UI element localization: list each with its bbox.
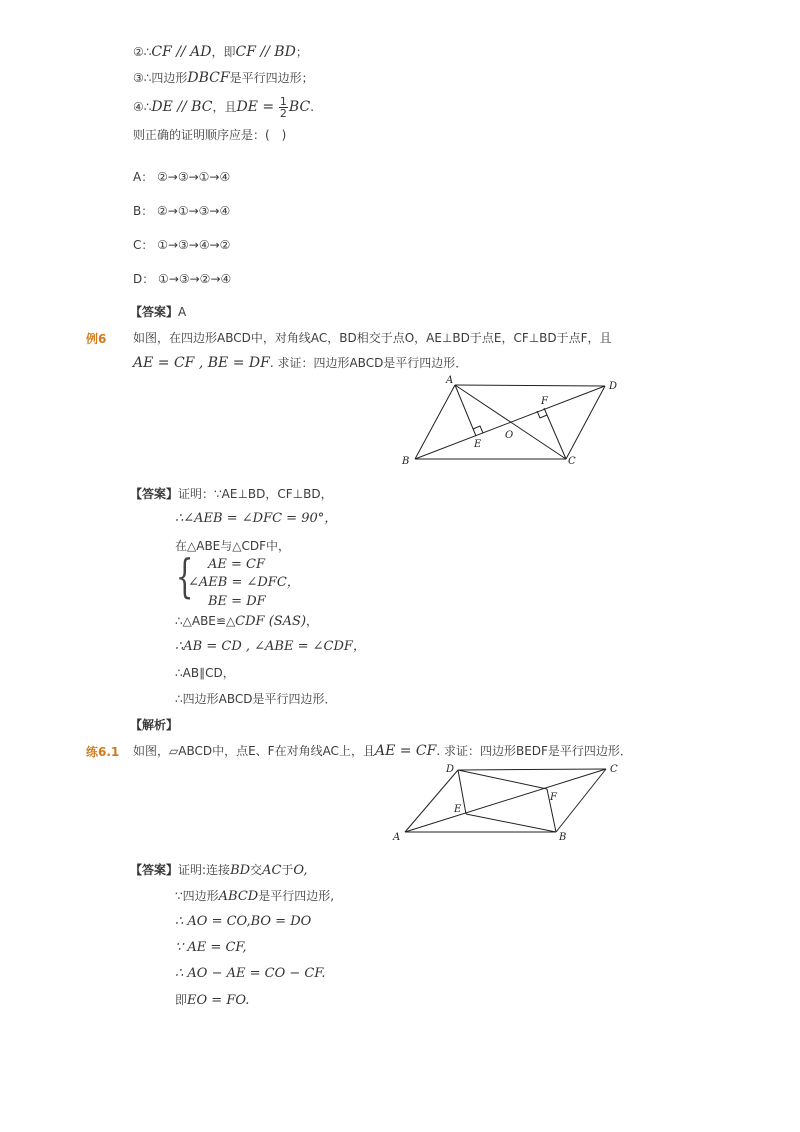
option-d[interactable]: D： ①→③→②→④ [133,272,232,286]
seg-ab [415,385,455,459]
example-6-line1: 如图，在四边形ABCD中，对角线AC，BD相交于点O，AE⊥BD于点E，CF⊥BD于点F，且 [133,331,612,345]
step-2: ②∴CF // AD，即CF // BD； [133,44,308,60]
proof6-line2: ∴∠AEB = ∠DFC = 90°， [175,511,338,526]
seg-ac [405,769,606,832]
system-eq2: ∠AEB = ∠DFC， [188,575,300,590]
step-3: ③∴四边形DBCF是平行四边形； [133,70,314,86]
proof61-line5: ∴ AO − AE = CO − CF. [175,966,326,981]
seg-dc [458,769,606,770]
label-o: O [505,430,514,441]
proof6-line1: 【答案】证明：∵AE⊥BD，CF⊥BD， [130,487,333,501]
system-brace: { [175,549,194,603]
system-eq1: AE = CF [208,557,266,572]
proof61-line6: 即EO = FO. [175,993,250,1008]
fraction-one-half: $\frac{1}{2}$ [279,95,287,120]
seg-cd [566,386,605,459]
seg-ad [455,385,605,386]
seg-ae [455,385,476,436]
label-c: C [568,456,576,467]
proof61-line2: ∵四边形ABCD是平行四边形, [175,889,335,904]
label-f: F [550,792,557,803]
proof61-line3: ∴ AO = CO,BO = DO [175,914,312,929]
seg-bd [415,386,605,459]
option-a[interactable]: A： ②→③→①→④ [133,170,231,184]
label-f: F [541,396,548,407]
proof61-line1: 【答案】证明:连接BD交AC于O, [130,863,308,878]
option-b[interactable]: B： ②→①→③→④ [133,204,231,218]
proof6-line3: 在△ABE与△CDF中， [175,539,291,553]
seg-da [405,770,458,832]
proof6-line5: ∴AB = CD , ∠ABE = ∠CDF， [175,639,366,654]
figure-ex6 [398,372,620,470]
analysis-label: 【解析】 [130,718,179,732]
label-d: D [446,764,455,775]
proof6-line7: ∴四边形ABCD是平行四边形． [175,692,337,706]
proof6-line6: ∴AB∥CD， [175,666,235,680]
label-b: B [402,456,410,467]
label-a: A [393,832,401,843]
proof61-line4: ∵ AE = CF, [175,940,247,955]
seg-bc [556,769,606,832]
label-d: D [609,381,618,392]
exercise-6-1-label: 练6.1 [86,745,120,759]
question-text: 则正确的证明顺序应是：( ) [133,128,287,142]
label-c: C [610,764,618,775]
seg-eb [466,814,556,832]
seg-fd [458,770,547,789]
exercise-6-1-text: 如图，▱ABCD中，点E、F在对角线AC上，且AE = CF. 求证：四边形BEDF是平行四边形． [133,743,632,759]
example-6-label: 例6 [86,332,107,346]
figure-ex61 [392,760,624,846]
label-b: B [559,832,567,843]
example-6-line2: AE = CF , BE = DF. 求证：四边形ABCD是平行四边形． [133,355,468,371]
answer-1: 【答案】A [130,305,187,319]
system-eq3: BE = DF [208,594,266,609]
step-4: ④∴DE // BC，且DE = $\frac{1}{2}$ BC. [133,95,315,120]
option-c[interactable]: C： ①→③→④→② [133,238,231,252]
label-a: A [446,375,454,386]
label-e: E [454,804,462,815]
label-e: E [474,439,482,450]
proof6-line4: ∴△ABE≌△CDF (SAS)， [175,614,319,629]
